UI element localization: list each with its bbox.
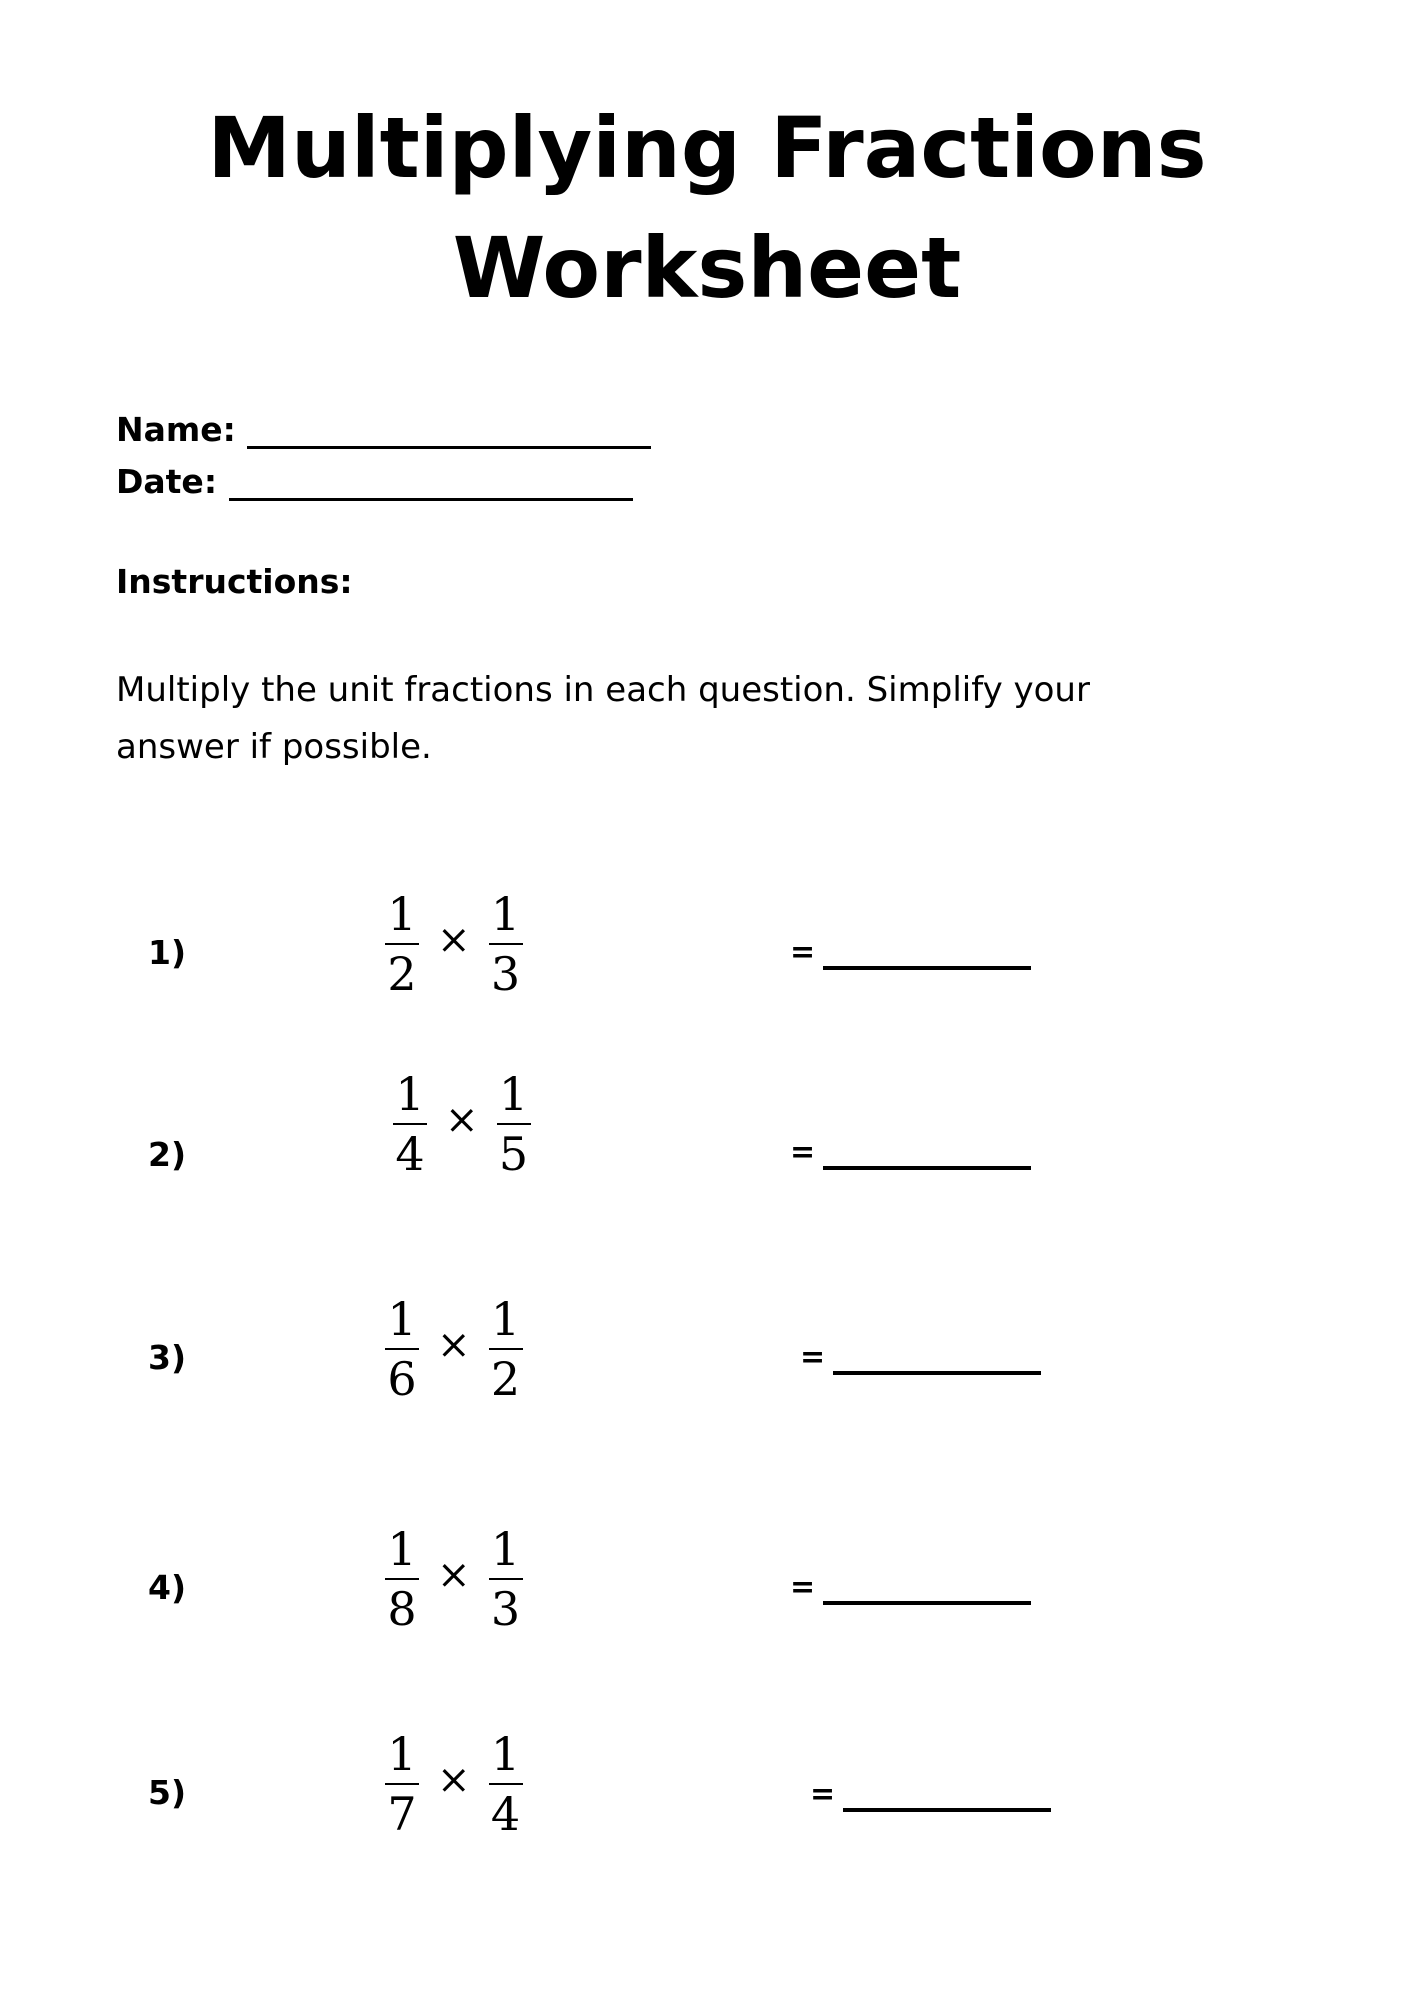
- fraction-b: [489, 1520, 523, 1638]
- equals-sign: =: [800, 1340, 826, 1375]
- answer-blank-line[interactable]: [823, 1140, 1031, 1170]
- problem-row: [0, 1520, 1414, 1650]
- numerator: 1: [395, 1067, 425, 1121]
- title-line-1: Multiplying Fractions: [207, 99, 1207, 197]
- denominator: 4: [490, 1787, 521, 1841]
- instructions-text: Multiply the unit fractions in each question. Simplify your answer if possible.: [116, 670, 1090, 767]
- fraction-a: [393, 1065, 427, 1183]
- denominator: 3: [490, 1582, 521, 1636]
- multiply-sign: ×: [437, 1552, 471, 1598]
- answer-blank-line[interactable]: [843, 1782, 1051, 1812]
- fraction-expression: [393, 1065, 531, 1183]
- answer-area: [810, 1777, 1051, 1812]
- fraction-expression: [385, 1520, 523, 1638]
- numerator: 1: [387, 1522, 417, 1576]
- instructions-heading: Instructions:: [116, 562, 353, 601]
- denominator: 8: [387, 1582, 417, 1636]
- equals-sign: =: [810, 1777, 836, 1812]
- answer-area: [790, 1135, 1031, 1170]
- worksheet-title: [0, 88, 1414, 328]
- fraction-expression: [385, 1725, 523, 1843]
- denominator: 3: [490, 947, 521, 1001]
- multiply-sign: ×: [437, 1757, 471, 1803]
- numerator: 1: [490, 1727, 521, 1781]
- denominator: 7: [387, 1787, 417, 1841]
- fraction-expression: [385, 885, 523, 1003]
- answer-blank-line[interactable]: [833, 1345, 1041, 1375]
- fraction-b: [497, 1065, 531, 1183]
- fraction-b: [489, 1290, 523, 1408]
- date-label: Date:: [116, 462, 218, 501]
- problem-row: [0, 885, 1414, 1015]
- name-blank-line[interactable]: [247, 412, 651, 449]
- date-field: [116, 462, 633, 501]
- fraction-a: [385, 1725, 419, 1843]
- numerator: 1: [490, 1292, 521, 1346]
- denominator: 2: [387, 947, 417, 1001]
- denominator: 4: [395, 1127, 425, 1181]
- fraction-b: [489, 885, 523, 1003]
- problem-number: 5): [148, 1773, 187, 1812]
- numerator: 1: [490, 887, 521, 941]
- answer-area: [790, 935, 1031, 970]
- problem-number: 4): [148, 1568, 187, 1607]
- answer-area: [800, 1340, 1041, 1375]
- problem-number: 1): [148, 933, 187, 972]
- problem-row: [0, 1290, 1414, 1420]
- denominator: 6: [387, 1352, 417, 1406]
- numerator: 1: [387, 1727, 417, 1781]
- answer-blank-line[interactable]: [823, 940, 1031, 970]
- fraction-a: [385, 1520, 419, 1638]
- numerator: 1: [387, 1292, 417, 1346]
- numerator: 1: [387, 887, 417, 941]
- denominator: 5: [498, 1127, 529, 1181]
- multiply-sign: ×: [437, 1322, 471, 1368]
- answer-area: [790, 1570, 1031, 1605]
- numerator: 1: [498, 1067, 529, 1121]
- numerator: 1: [490, 1522, 521, 1576]
- date-blank-line[interactable]: [229, 464, 633, 501]
- equals-sign: =: [790, 1570, 816, 1605]
- fraction-b: [489, 1725, 523, 1843]
- problem-row: [0, 1065, 1414, 1195]
- fraction-expression: [385, 1290, 523, 1408]
- name-field: [116, 410, 651, 449]
- multiply-sign: ×: [445, 1097, 479, 1143]
- problem-number: 2): [148, 1135, 187, 1174]
- problem-number: 3): [148, 1338, 187, 1377]
- name-label: Name:: [116, 410, 236, 449]
- equals-sign: =: [790, 935, 816, 970]
- denominator: 2: [490, 1352, 521, 1406]
- multiply-sign: ×: [437, 917, 471, 963]
- fraction-a: [385, 1290, 419, 1408]
- fraction-a: [385, 885, 419, 1003]
- equals-sign: =: [790, 1135, 816, 1170]
- answer-blank-line[interactable]: [823, 1575, 1031, 1605]
- title-line-2: Worksheet: [452, 219, 962, 317]
- problem-row: [0, 1725, 1414, 1855]
